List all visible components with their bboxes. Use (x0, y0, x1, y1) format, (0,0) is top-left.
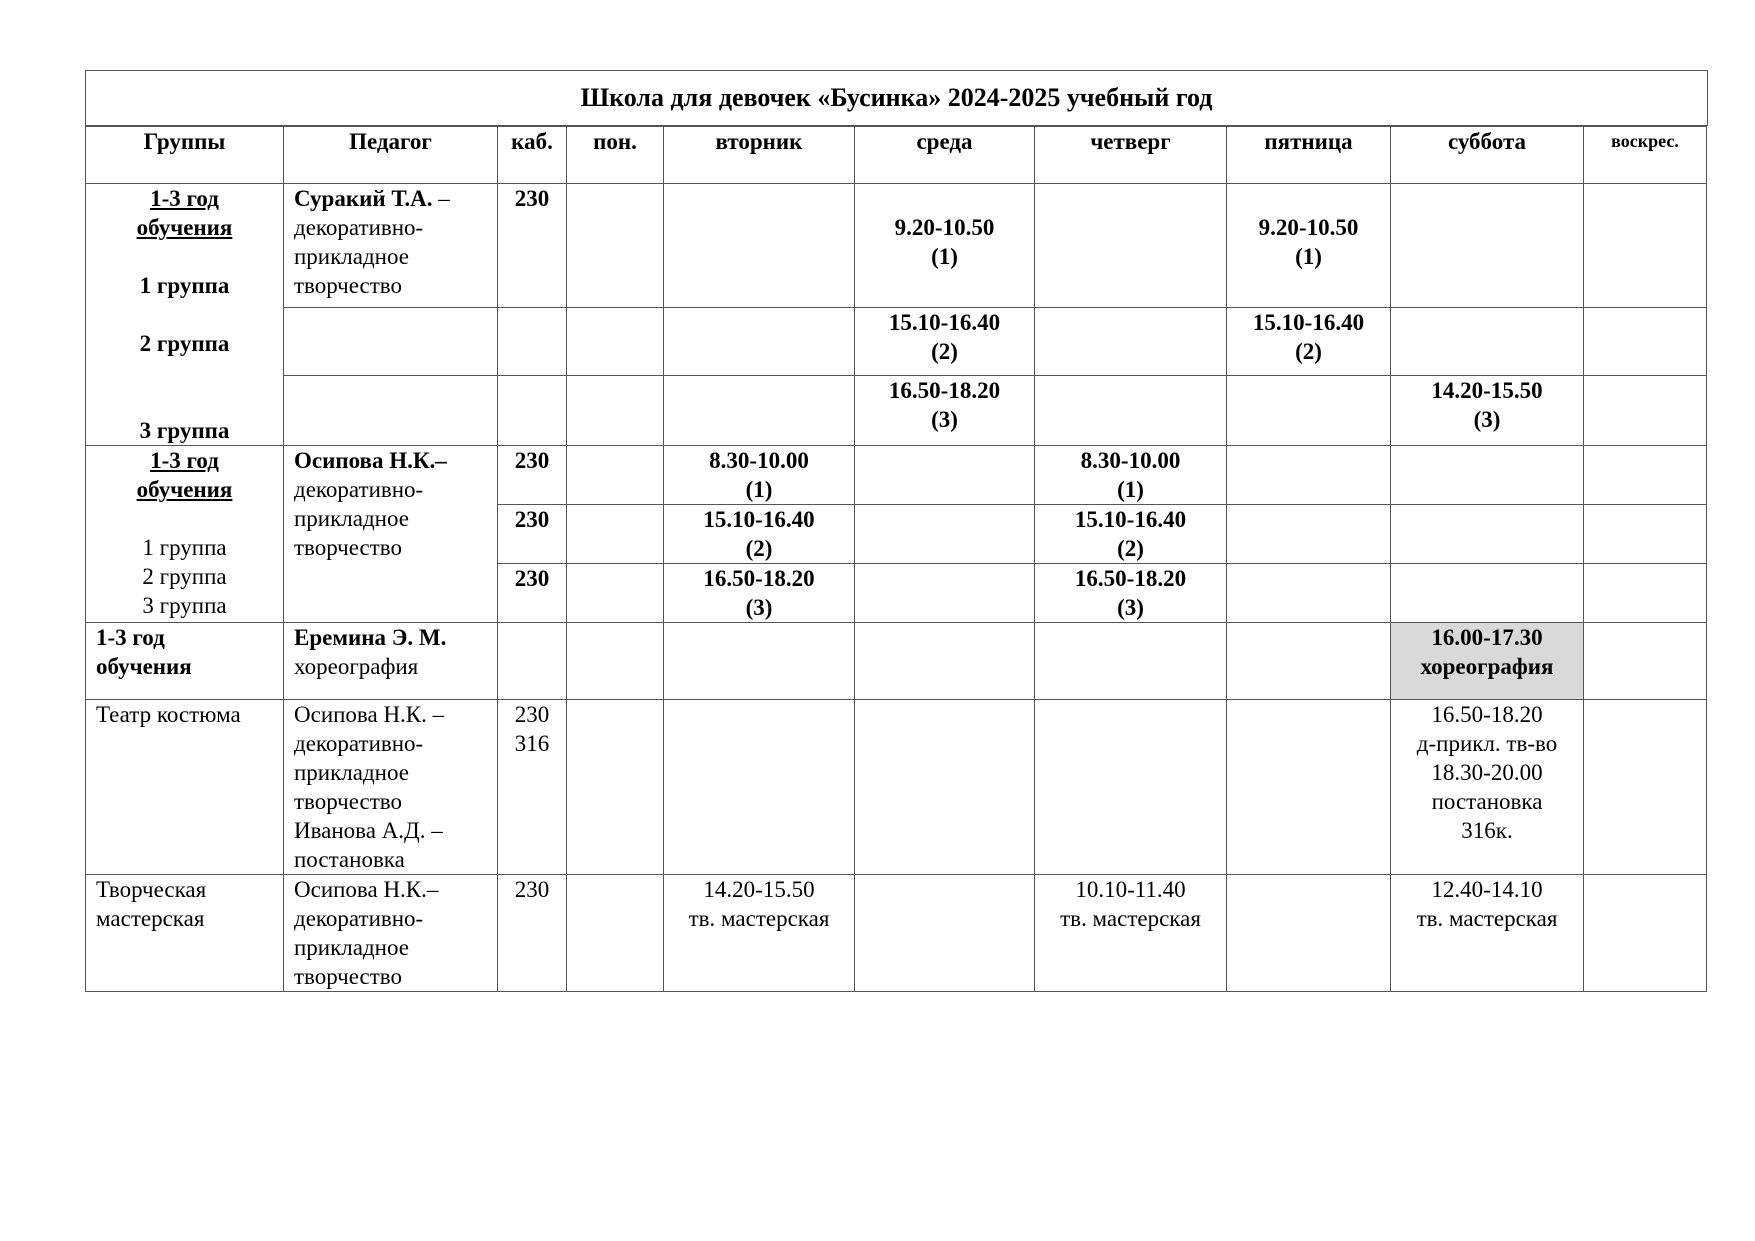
wed-cell (855, 308, 1035, 375)
class-time: 15.10-16.40 (1074, 507, 1187, 532)
teacher-name: Осипова Н.К. – (294, 702, 445, 727)
class-time: 15.10-16.40 (1252, 310, 1365, 336)
tue-cell (664, 700, 855, 875)
header-sat: суббота (1391, 127, 1584, 184)
sat-cell (1391, 375, 1584, 445)
room-cell (498, 623, 567, 700)
room-cell: 230 (498, 875, 567, 992)
wed-cell (855, 184, 1035, 308)
class-time: 16.50-18.20 (888, 377, 1001, 403)
group-cell (86, 700, 284, 875)
group-cell (86, 184, 284, 446)
class-time: 9.20-10.50 (1258, 215, 1359, 240)
mon-cell (567, 623, 664, 700)
sun-cell (1584, 700, 1707, 875)
subject: декоративно- (294, 215, 424, 240)
room-cell (498, 375, 567, 445)
teacher-name: Иванова А.Д. – (294, 818, 443, 843)
class-group: (1) (1295, 244, 1322, 269)
room-number: 230 (514, 702, 550, 727)
class-group: (2) (1117, 536, 1144, 561)
room-cell (498, 700, 567, 875)
teacher-cell (284, 375, 498, 445)
thu-cell (1035, 623, 1227, 700)
group-cell (86, 446, 284, 623)
subject: творчество (294, 789, 402, 814)
table-row (86, 446, 1707, 505)
tue-cell (664, 308, 855, 375)
sat-cell (1391, 446, 1584, 505)
subject: прикладное (294, 506, 409, 531)
subject: прикладное (294, 760, 409, 785)
sun-cell (1584, 875, 1707, 992)
group-title: мастерская (96, 906, 205, 931)
subject: хореография (294, 654, 419, 679)
fri-cell (1227, 375, 1391, 445)
subject: декоративно- (294, 477, 424, 502)
header-mon: пон. (567, 127, 664, 184)
class-group: (3) (1473, 406, 1501, 432)
tue-cell (664, 375, 855, 445)
teacher-cell (284, 446, 498, 623)
mon-cell (567, 184, 664, 308)
thu-cell (1035, 700, 1227, 875)
group-label: 3 группа (139, 418, 230, 443)
class-group: (3) (745, 595, 773, 620)
sat-cell (1391, 700, 1584, 875)
teacher-name: Осипова Н.К.– (294, 877, 439, 902)
sun-cell (1584, 446, 1707, 505)
subject: декоративно- (294, 731, 424, 756)
wed-cell (855, 623, 1035, 700)
class-group: (2) (745, 536, 773, 561)
class-label: тв. мастерская (1060, 906, 1201, 931)
tue-cell (664, 875, 855, 992)
header-tue: вторник (664, 127, 855, 184)
group-title: 1-3 год (96, 625, 165, 650)
mon-cell (567, 308, 664, 375)
room-cell: 230 (498, 446, 567, 505)
group-label: 2 группа (142, 564, 227, 589)
class-time: 9.20-10.50 (894, 215, 995, 240)
mon-cell (567, 375, 664, 445)
group-title: Творческая (96, 877, 207, 902)
class-time: 16.00-17.30 (1431, 625, 1543, 650)
fri-cell (1227, 308, 1391, 375)
group-title: 1-3 год (150, 448, 219, 473)
sat-cell (1391, 875, 1584, 992)
sat-cell (1391, 505, 1584, 564)
thu-cell (1035, 505, 1227, 564)
wed-cell (855, 505, 1035, 564)
fri-cell (1227, 505, 1391, 564)
header-wed: среда (855, 127, 1035, 184)
sun-cell (1584, 564, 1707, 623)
subject: творчество (294, 964, 402, 989)
wed-cell (855, 375, 1035, 445)
fri-cell (1227, 623, 1391, 700)
schedule-table (85, 126, 1707, 992)
tue-cell (664, 564, 855, 623)
subject: декоративно- (294, 906, 424, 931)
subject: творчество (294, 273, 402, 298)
sat-cell (1391, 564, 1584, 623)
table-row (86, 308, 1707, 375)
wed-cell (855, 875, 1035, 992)
room-cell: 230 (498, 505, 567, 564)
teacher-cell (284, 308, 498, 375)
sat-cell (1391, 308, 1584, 375)
group-cell (86, 623, 284, 700)
teacher-cell: Суракий Т.А. – декоративно- прикладное творчество (284, 184, 498, 308)
class-time: 16.50-18.20 (1074, 566, 1187, 591)
group-title: обучения (136, 477, 233, 502)
teacher-name: Осипова Н.К.– (294, 448, 447, 473)
sun-cell (1584, 184, 1707, 308)
thu-cell (1035, 184, 1227, 308)
thu-cell (1035, 308, 1227, 375)
teacher-cell (284, 700, 498, 875)
mon-cell (567, 505, 664, 564)
subject: постановка (294, 847, 405, 872)
class-group: (3) (931, 406, 958, 432)
header-teacher: Педагог (284, 127, 498, 184)
fri-cell (1227, 700, 1391, 875)
room-number: 316 (514, 731, 550, 756)
class-label: хореография (1420, 654, 1554, 679)
teacher-cell (284, 875, 498, 992)
class-time: 10.10-11.40 (1075, 877, 1186, 902)
class-label: постановка (1431, 789, 1543, 814)
teacher-name: Суракий Т.А. (294, 186, 433, 211)
thu-cell (1035, 875, 1227, 992)
mon-cell (567, 875, 664, 992)
sun-cell (1584, 375, 1707, 445)
teacher-name: Еремина Э. М. (294, 625, 447, 650)
room-cell (498, 308, 567, 375)
class-label: тв. мастерская (688, 906, 830, 931)
wed-cell (855, 700, 1035, 875)
class-time: 8.30-10.00 (1080, 448, 1181, 473)
group-title: Театр костюма (96, 702, 241, 727)
subject: прикладное (294, 244, 409, 269)
header-room: каб. (498, 127, 567, 184)
header-row (86, 127, 1707, 184)
class-group: (1) (745, 477, 773, 502)
mon-cell (567, 564, 664, 623)
table-row (86, 623, 1707, 700)
sun-cell (1584, 308, 1707, 375)
class-time: 16.50-18.20 (1431, 702, 1543, 727)
header-sun: воскрес. (1584, 127, 1707, 184)
table-row (86, 375, 1707, 445)
class-time: 15.10-16.40 (703, 507, 815, 532)
sat-cell (1391, 184, 1584, 308)
class-time: 8.30-10.00 (709, 448, 809, 473)
group-label: 1 группа (139, 273, 230, 298)
class-time: 18.30-20.00 (1431, 760, 1543, 785)
group-title: обучения (96, 654, 192, 679)
fri-cell (1227, 184, 1391, 308)
class-group: (2) (1295, 339, 1322, 365)
sat-cell-highlighted (1391, 623, 1584, 700)
mon-cell (567, 446, 664, 505)
tue-cell (664, 505, 855, 564)
schedule-title (85, 70, 1708, 126)
tue-cell (664, 184, 855, 308)
class-label: тв. мастерская (1416, 906, 1558, 931)
thu-cell (1035, 375, 1227, 445)
class-time: 12.40-14.10 (1431, 877, 1543, 902)
class-label: д-прикл. тв-во (1416, 731, 1558, 756)
tue-cell (664, 623, 855, 700)
title-text: Школа для девочек «Бусинка» 2024-2025 учебный год (580, 83, 1213, 112)
room-cell: 230 (498, 184, 567, 308)
class-time: 14.20-15.50 (703, 877, 815, 902)
fri-cell (1227, 446, 1391, 505)
class-group: (1) (931, 244, 958, 269)
fri-cell (1227, 564, 1391, 623)
sun-cell (1584, 623, 1707, 700)
subject: прикладное (294, 935, 409, 960)
mon-cell (567, 700, 664, 875)
class-time: 14.20-15.50 (1431, 377, 1543, 403)
header-fri: пятница (1227, 127, 1391, 184)
thu-cell (1035, 446, 1227, 505)
table-row (86, 875, 1707, 992)
fri-cell (1227, 875, 1391, 992)
table-row (86, 184, 1707, 308)
group-label: 2 группа (139, 331, 230, 356)
group-title: обучения (136, 215, 233, 240)
class-group: (3) (1117, 595, 1144, 620)
room-cell: 230 (498, 564, 567, 623)
class-group: (1) (1117, 477, 1144, 502)
header-thu: четверг (1035, 127, 1227, 184)
group-label: 1 группа (142, 535, 227, 560)
class-time: 15.10-16.40 (888, 310, 1001, 336)
subject: творчество (294, 535, 402, 560)
group-title: 1-3 год (150, 186, 219, 211)
wed-cell (855, 446, 1035, 505)
class-group: (2) (931, 339, 958, 365)
sun-cell (1584, 505, 1707, 564)
thu-cell (1035, 564, 1227, 623)
class-room: 316к. (1461, 818, 1513, 843)
group-label: 3 группа (142, 593, 227, 618)
table-row (86, 700, 1707, 875)
tue-cell (664, 446, 855, 505)
group-cell (86, 875, 284, 992)
teacher-cell (284, 623, 498, 700)
header-groups: Группы (86, 127, 284, 184)
class-time: 16.50-18.20 (703, 566, 815, 591)
wed-cell (855, 564, 1035, 623)
